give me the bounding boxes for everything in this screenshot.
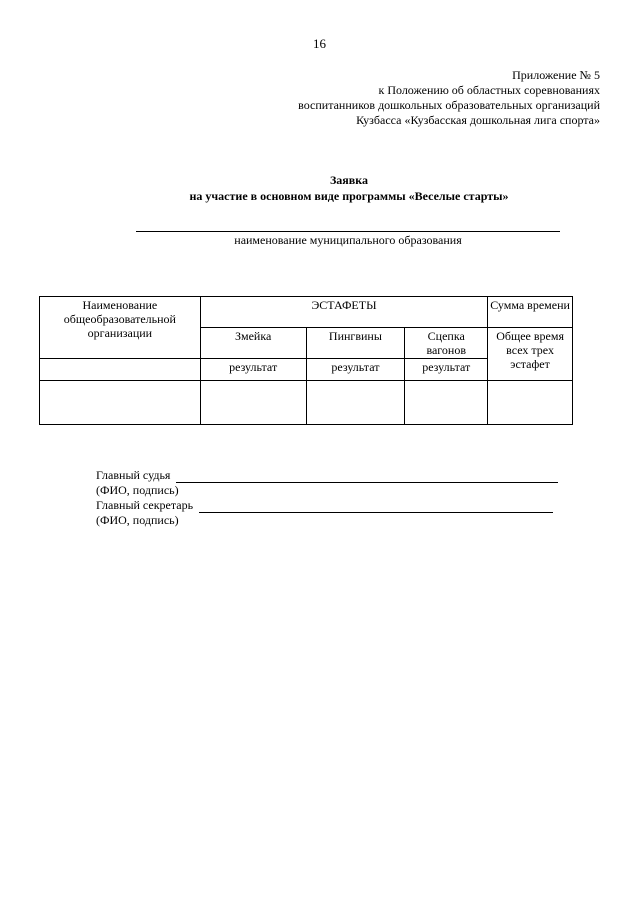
judge-label: Главный судья	[96, 468, 171, 482]
org-name-header: Наименование общеобразовательной организации	[40, 297, 201, 359]
relay-zmeyka-header: Змейка	[200, 328, 306, 359]
secretary-caption: (ФИО, подпись)	[96, 513, 179, 527]
result-label-3: результат	[405, 359, 488, 381]
judge-caption: (ФИО, подпись)	[96, 483, 179, 497]
municipality-caption: наименование муниципального образования	[234, 233, 462, 247]
total-time-header: Общее время всех трех эстафет	[488, 328, 573, 381]
relay-pingviny-header: Пингвины	[306, 328, 405, 359]
secretary-signature-line[interactable]	[199, 501, 553, 513]
appendix-line-1: Приложение № 5	[512, 68, 600, 82]
judge-row	[96, 468, 558, 483]
appendix-line-3: воспитанников дошкольных образовательных организаций	[298, 98, 600, 112]
result-label-1: результат	[200, 359, 306, 381]
secretary-label: Главный секретарь	[96, 498, 194, 512]
sum-time-header: Сумма времени	[488, 297, 573, 328]
org-name-cell[interactable]	[40, 381, 201, 425]
result-label-2: результат	[306, 359, 405, 381]
appendix-line-2: к Положению об областных соревнованиях	[378, 83, 600, 97]
municipality-fill-line	[136, 231, 560, 232]
document-title	[0, 172, 639, 204]
relays-header: ЭСТАФЕТЫ	[200, 297, 487, 328]
signatures-block	[96, 468, 558, 528]
judge-signature-line[interactable]	[176, 471, 558, 483]
result-cell-3[interactable]	[405, 381, 488, 425]
total-time-cell[interactable]	[488, 381, 573, 425]
title-line-2: на участие в основном виде программы «Веселые старты»	[189, 189, 509, 203]
result-cell-2[interactable]	[306, 381, 405, 425]
title-line-1: Заявка	[329, 173, 369, 187]
secretary-row	[96, 498, 558, 513]
appendix-line-4: Кузбасса «Кузбасская дошкольная лига спорта»	[356, 113, 600, 127]
table-header-row-1	[40, 297, 573, 328]
result-cell-1[interactable]	[200, 381, 306, 425]
table-row	[40, 381, 573, 425]
appendix-header	[298, 68, 600, 128]
application-table	[39, 296, 573, 425]
page-number: 16	[313, 36, 326, 51]
relay-stsepka-header: Сцепка вагонов	[405, 328, 488, 359]
org-name-spacer	[40, 359, 201, 381]
